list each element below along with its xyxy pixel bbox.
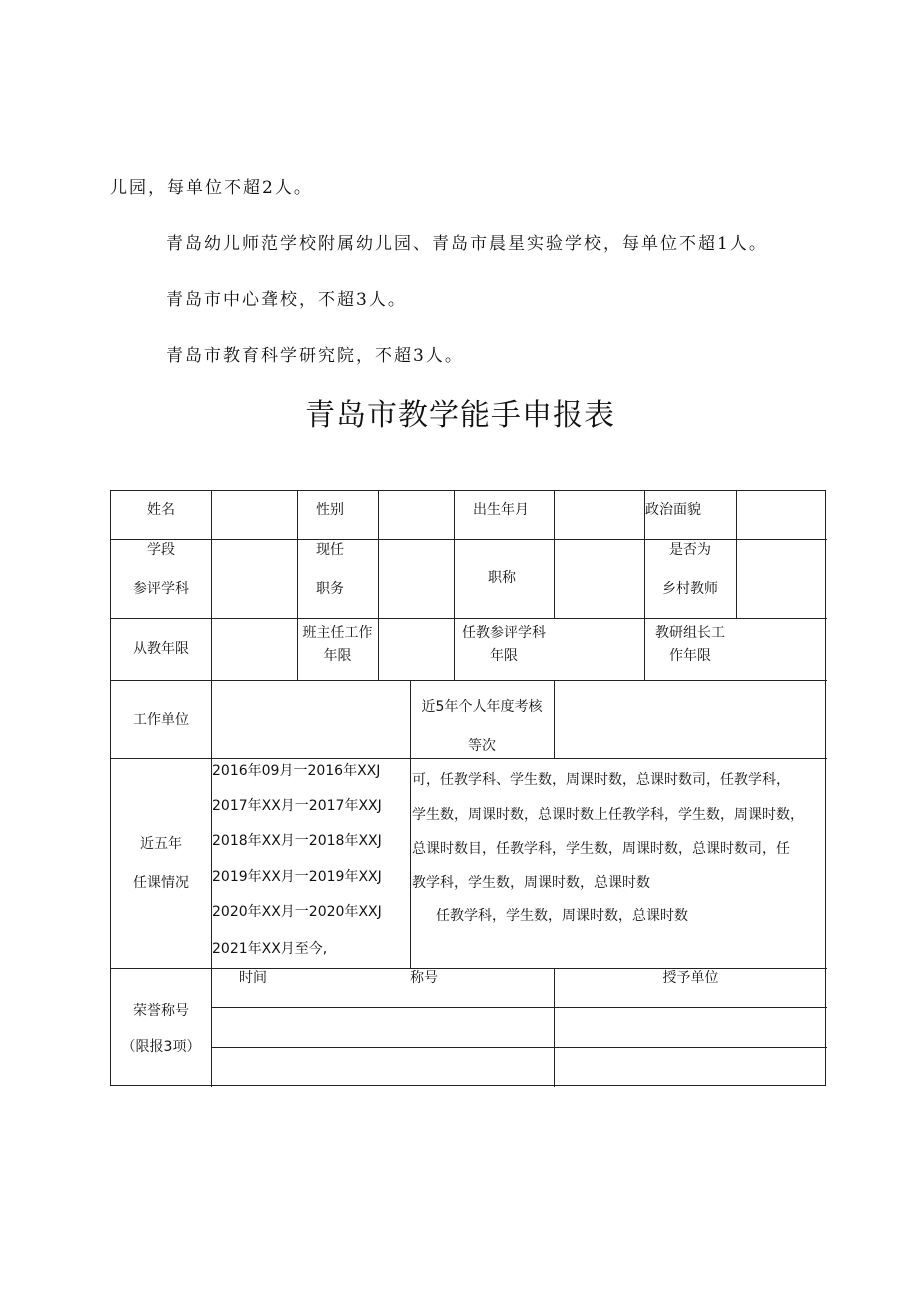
label-history-2: 任课情况: [133, 875, 189, 891]
detail-line-2: 学生数，周课时数，总课时数上任教学科，学生数，周课时数，: [412, 807, 804, 823]
period-2020: 2020年XX月一2020年XXJ: [212, 904, 382, 920]
intro-line-2: 青岛幼儿师范学校附属幼儿园、青岛市晨星实验学校，每单位不超1人。: [166, 234, 768, 254]
label-post-2: 职务: [316, 581, 344, 597]
label-work-unit: 工作单位: [133, 712, 189, 728]
detail-line-4: 教学科，学生数，周课时数，总课时数: [412, 875, 650, 891]
label-rural-1: 是否为: [669, 542, 711, 558]
period-2016: 2016年09月一2016年XXJ: [212, 763, 381, 779]
label-post-1: 现任: [316, 542, 344, 558]
label-head-years-2: 年限: [323, 648, 352, 664]
label-stage: 学段: [147, 542, 175, 558]
label-subject-years-2: 年限: [490, 648, 518, 664]
intro-line-3: 青岛市中心聋校，不超3人。: [166, 290, 407, 310]
label-rural-2: 乡村教师: [662, 581, 718, 597]
honor-header-time: 时间: [239, 970, 267, 986]
label-lead-years-1: 教研组长工: [655, 625, 725, 641]
period-2021: 2021年XX月至今,: [212, 941, 328, 957]
label-subject-years-1: 任教参评学科: [462, 625, 546, 641]
label-politics: 政治面貌: [645, 502, 701, 518]
label-head-years-1: 班主任工作: [302, 625, 373, 641]
page-title: 青岛市教学能手申报表: [305, 398, 615, 433]
period-2017: 2017年XX月一2017年XXJ: [212, 798, 382, 814]
detail-line-1: 可，任教学科、学生数，周课时数，总课时数司，任教学科，: [412, 772, 790, 788]
label-history-1: 近五年: [140, 836, 182, 852]
label-assess-1: 近5年个人年度考核: [421, 699, 543, 715]
intro-line-4: 青岛市教育科学研究院，不超3人。: [166, 346, 464, 366]
intro-line-1: 儿园，每单位不超2人。: [110, 178, 313, 198]
label-name: 姓名: [147, 502, 175, 518]
label-honor-2: （限报3项）: [121, 1039, 201, 1055]
period-2019: 2019年XX月一2019年XXJ: [212, 869, 382, 885]
detail-line-5: 任教学科，学生数，周课时数，总课时数: [436, 908, 688, 924]
period-2018: 2018年XX月一2018年XXJ: [212, 833, 382, 849]
label-teach-years: 从教年限: [133, 641, 189, 657]
honor-header-unit: 授予单位: [662, 970, 719, 986]
application-form-table: [110, 490, 826, 1086]
honor-header-title: 称号: [410, 970, 438, 986]
label-lead-years-2: 作年限: [669, 648, 711, 664]
label-gender: 性别: [316, 502, 344, 518]
label-assess-2: 等次: [468, 738, 496, 754]
label-birth: 出生年月: [473, 502, 529, 518]
label-honor-1: 荣誉称号: [133, 1003, 189, 1019]
label-rank: 职称: [488, 570, 516, 586]
label-subject: 参评学科: [133, 581, 189, 597]
detail-line-3: 总课时数目，任教学科，学生数，周课时数，总课时数司，任: [412, 841, 790, 857]
